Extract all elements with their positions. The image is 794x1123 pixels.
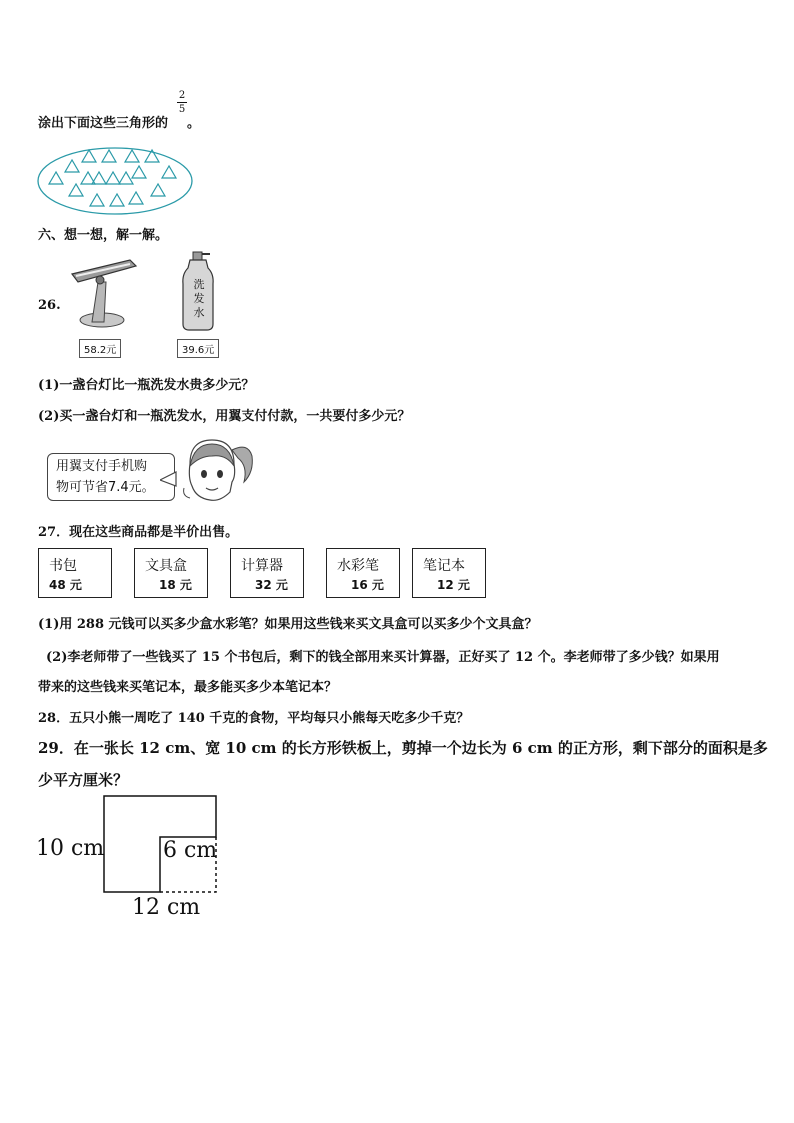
question-number: 26. [38, 298, 61, 313]
item-name: 计算器 [241, 558, 283, 574]
question-shade-triangles [38, 112, 168, 131]
triangle [90, 194, 104, 206]
triangle [49, 172, 63, 184]
item-pencil-case [134, 548, 208, 598]
triangle [106, 172, 120, 184]
girl-illustration [160, 436, 256, 506]
shampoo-label-char: 洗 [193, 278, 205, 291]
item-price: 48 元 [49, 578, 82, 592]
shampoo-label-char: 发 [193, 292, 205, 305]
section-heading: 六、想一想，解一解。 [38, 228, 169, 243]
sub-question-2: (2)买一盏台灯和一瓶洗发水，用翼支付付款，一共要付多少元？ [38, 409, 411, 424]
question-29-line1: 29．在一张长 12 cm、宽 10 cm 的长方形铁板上，剪掉一个边长为 6 cm 的正方形，剩下部分的面积是多 [38, 739, 768, 757]
item-price: 18 元 [159, 578, 192, 592]
desk-lamp-image [62, 252, 142, 334]
item-price: 12 元 [437, 578, 470, 592]
item-price: 16 元 [351, 578, 384, 592]
triangle [151, 184, 165, 196]
item-name: 文具盒 [145, 558, 187, 574]
question-28: 28．五只小熊一周吃了 140 千克的食物，平均每只小熊每天吃多少千克？ [38, 711, 470, 726]
triangle [110, 194, 124, 206]
item-name: 笔记本 [423, 558, 465, 574]
item-name: 书包 [49, 558, 77, 574]
period: 。 [187, 116, 201, 131]
triangle [119, 172, 133, 184]
fraction [177, 90, 187, 115]
triangle [162, 166, 176, 178]
bubble-line: 用翼支付手机购 [56, 459, 148, 474]
height-label: 10 cm [36, 836, 105, 861]
price-tag-lamp: 58.2元 [79, 339, 121, 358]
item-calculator [230, 548, 304, 598]
triangle [132, 166, 146, 178]
sub-question-2-line2: 带来的这些钱来买笔记本，最多能买多少本笔记本？ [38, 680, 338, 695]
width-label: 12 cm [132, 895, 201, 920]
triangle [82, 150, 96, 162]
sub-question-1: (1)一盏台灯比一瓶洗发水贵多少元？ [38, 378, 255, 393]
item-name: 水彩笔 [337, 558, 379, 574]
sub-question-1: (1)用 288 元钱可以买多少盒水彩笔？如果用这些钱来买文具盒可以买多少个文具盒？ [38, 617, 538, 632]
triangles-oval-figure [36, 146, 196, 216]
question-heading: 27．现在这些商品都是半价出售。 [38, 525, 239, 540]
item-schoolbag [38, 548, 112, 598]
fraction-denominator: 5 [178, 104, 186, 115]
triangle [102, 150, 116, 162]
shampoo-label [192, 278, 206, 320]
item-notebook [412, 548, 486, 598]
question-text: 涂出下面这些三角形的 [38, 116, 169, 131]
fraction-numerator: 2 [178, 90, 186, 101]
triangle [125, 150, 139, 162]
question-29-line2: 少平方厘米？ [38, 771, 129, 789]
square-label: 6 cm [163, 838, 218, 863]
shampoo-label-char: 水 [193, 306, 205, 319]
item-watercolor-pens [326, 548, 400, 598]
triangle [69, 184, 83, 196]
sub-question-2-line1: (2)李老师带了一些钱买了 15 个书包后，剩下的钱全部用来买计算器，正好买了 12 个。李老师带了多少钱？如果用 [46, 650, 720, 665]
triangle [129, 192, 143, 204]
bubble-line: 物可节省7.4元。 [56, 480, 155, 495]
triangle [65, 160, 79, 172]
item-price: 32 元 [255, 578, 288, 592]
price-tag-shampoo: 39.6元 [177, 339, 219, 358]
speech-bubble [47, 453, 175, 501]
